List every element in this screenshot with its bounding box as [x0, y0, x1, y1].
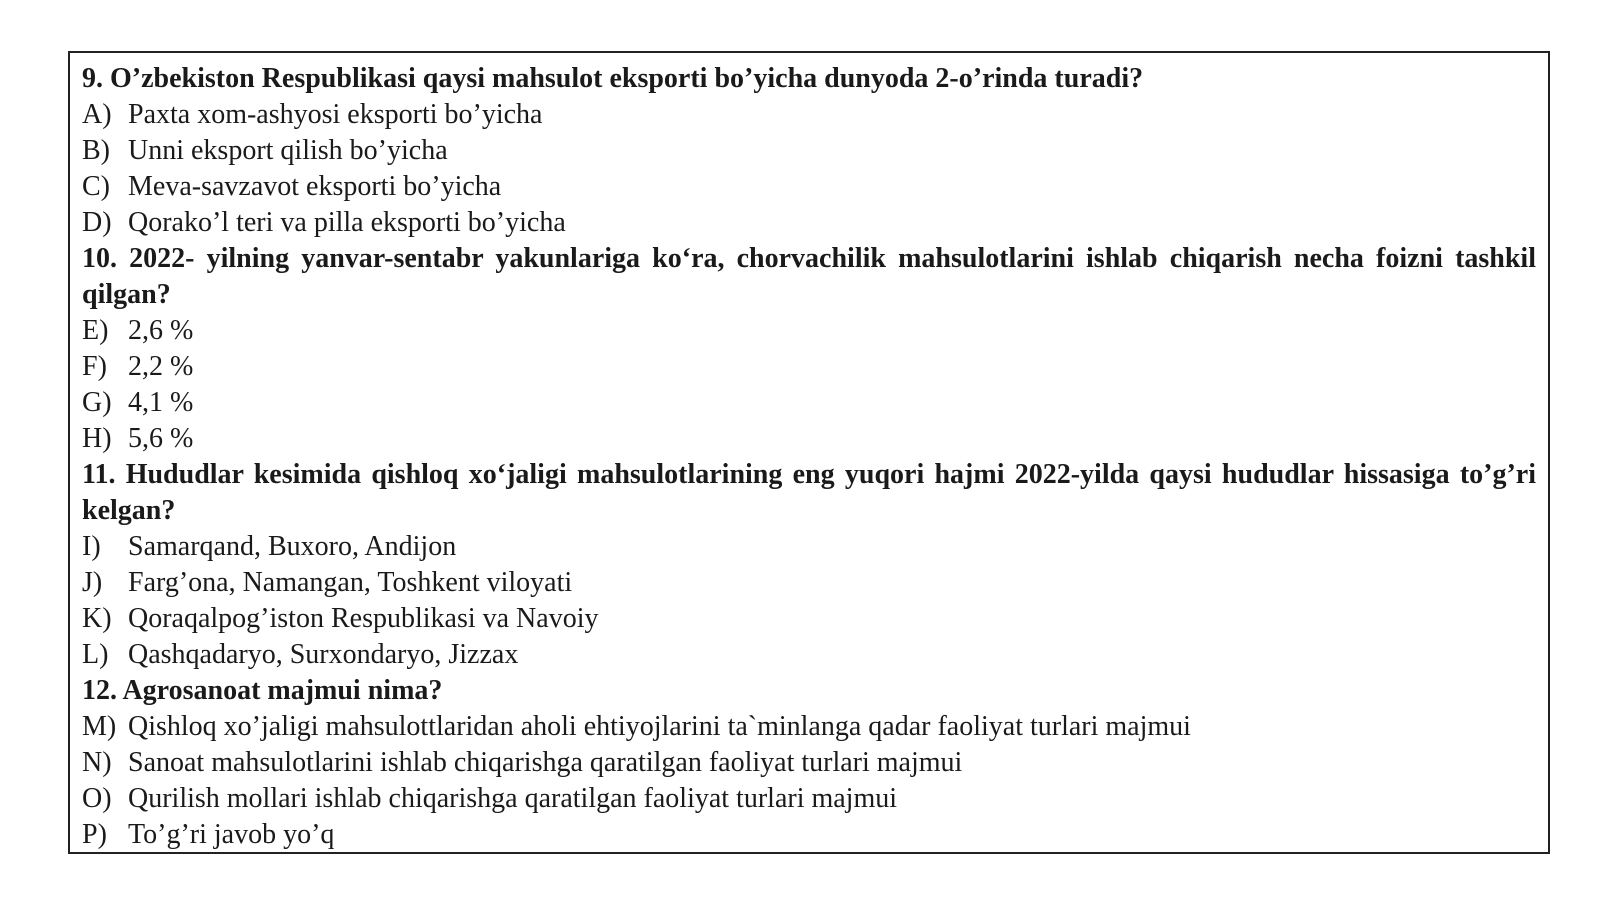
option-text: 4,1 % [128, 387, 194, 418]
question-12-option-n [82, 745, 1536, 781]
option-letter: D) [82, 207, 112, 238]
question-9-option-b [82, 133, 1536, 169]
option-text: 2,2 % [128, 351, 194, 382]
option-letter: L) [82, 639, 109, 670]
option-text: Sanoat mahsulotlarini ishlab chiqarishga qaratilgan faoliyat turlari majmui [128, 747, 963, 778]
question-9-title: 9. O’zbekiston Respublikasi qaysi mahsulot eksporti bo’yicha dunyoda 2-o’rinda turadi? [82, 63, 1144, 94]
option-letter: P) [82, 819, 107, 850]
question-10-option-f [82, 349, 1536, 385]
question-11-title: 11. Hududlar kesimida qishloq xo‘jaligi mahsulotlarining eng yuqori hajmi 2022-yilda qaysi hududlar hissasiga to’g’ri kelgan? [82, 459, 1536, 526]
option-letter: G) [82, 387, 112, 418]
option-text: 2,6 % [128, 315, 194, 346]
option-letter: E) [82, 315, 109, 346]
option-text: Samarqand, Buxoro, Andijon [128, 531, 457, 562]
option-text: Qurilish mollari ishlab chiqarishga qaratilgan faoliyat turlari majmui [128, 783, 898, 814]
question-12-option-o [82, 781, 1536, 817]
option-text: Qoraqalpog’iston Respublikasi va Navoiy [128, 603, 599, 634]
option-text: To’g’ri javob yo’q [128, 819, 335, 850]
option-letter: H) [82, 423, 112, 454]
question-11-option-k [82, 601, 1536, 637]
question-12-option-p [82, 817, 1536, 853]
question-10-option-g [82, 385, 1536, 421]
question-10-option-h [82, 421, 1536, 457]
option-text: Paxta xom-ashyosi eksporti bo’yicha [128, 99, 543, 130]
option-letter: N) [82, 747, 112, 778]
option-letter: M) [82, 711, 117, 742]
option-letter: F) [82, 351, 107, 382]
option-text: Qashqadaryo, Surxondaryo, Jizzax [128, 639, 519, 670]
option-text: Qorako’l teri va pilla eksporti bo’yicha [128, 207, 566, 238]
option-letter: J) [82, 567, 103, 598]
option-text: Meva-savzavot eksporti bo’yicha [128, 171, 502, 202]
option-text: Qishloq xo’jaligi mahsulottlaridan aholi ehtiyojlarini ta`minlanga qadar faoliyat turlari majmui [128, 711, 1191, 742]
question-9-option-d [82, 205, 1536, 241]
option-letter: C) [82, 171, 110, 202]
quiz-content [82, 61, 1536, 853]
question-11-option-i [82, 529, 1536, 565]
question-10-title: 10. 2022- yilning yanvar-sentabr yakunlariga ko‘ra, chorvachilik mahsulotlarini ishlab chiqarish necha foizni tashkil qilgan? [82, 243, 1536, 310]
question-11-option-j [82, 565, 1536, 601]
quiz-box [68, 51, 1550, 854]
question-12-title: 12. Agrosanoat majmui nima? [82, 675, 443, 706]
question-9-option-c [82, 169, 1536, 205]
option-letter: A) [82, 99, 112, 130]
option-letter: O) [82, 783, 112, 814]
option-letter: I) [82, 531, 101, 562]
question-12-option-m [82, 709, 1536, 745]
option-letter: K) [82, 603, 112, 634]
question-11-option-l [82, 637, 1536, 673]
question-10-option-e [82, 313, 1536, 349]
option-text: 5,6 % [128, 423, 194, 454]
option-text: Unni eksport qilish bo’yicha [128, 135, 448, 166]
question-9-option-a [82, 97, 1536, 133]
option-letter: B) [82, 135, 110, 166]
option-text: Farg’ona, Namangan, Toshkent viloyati [128, 567, 573, 598]
